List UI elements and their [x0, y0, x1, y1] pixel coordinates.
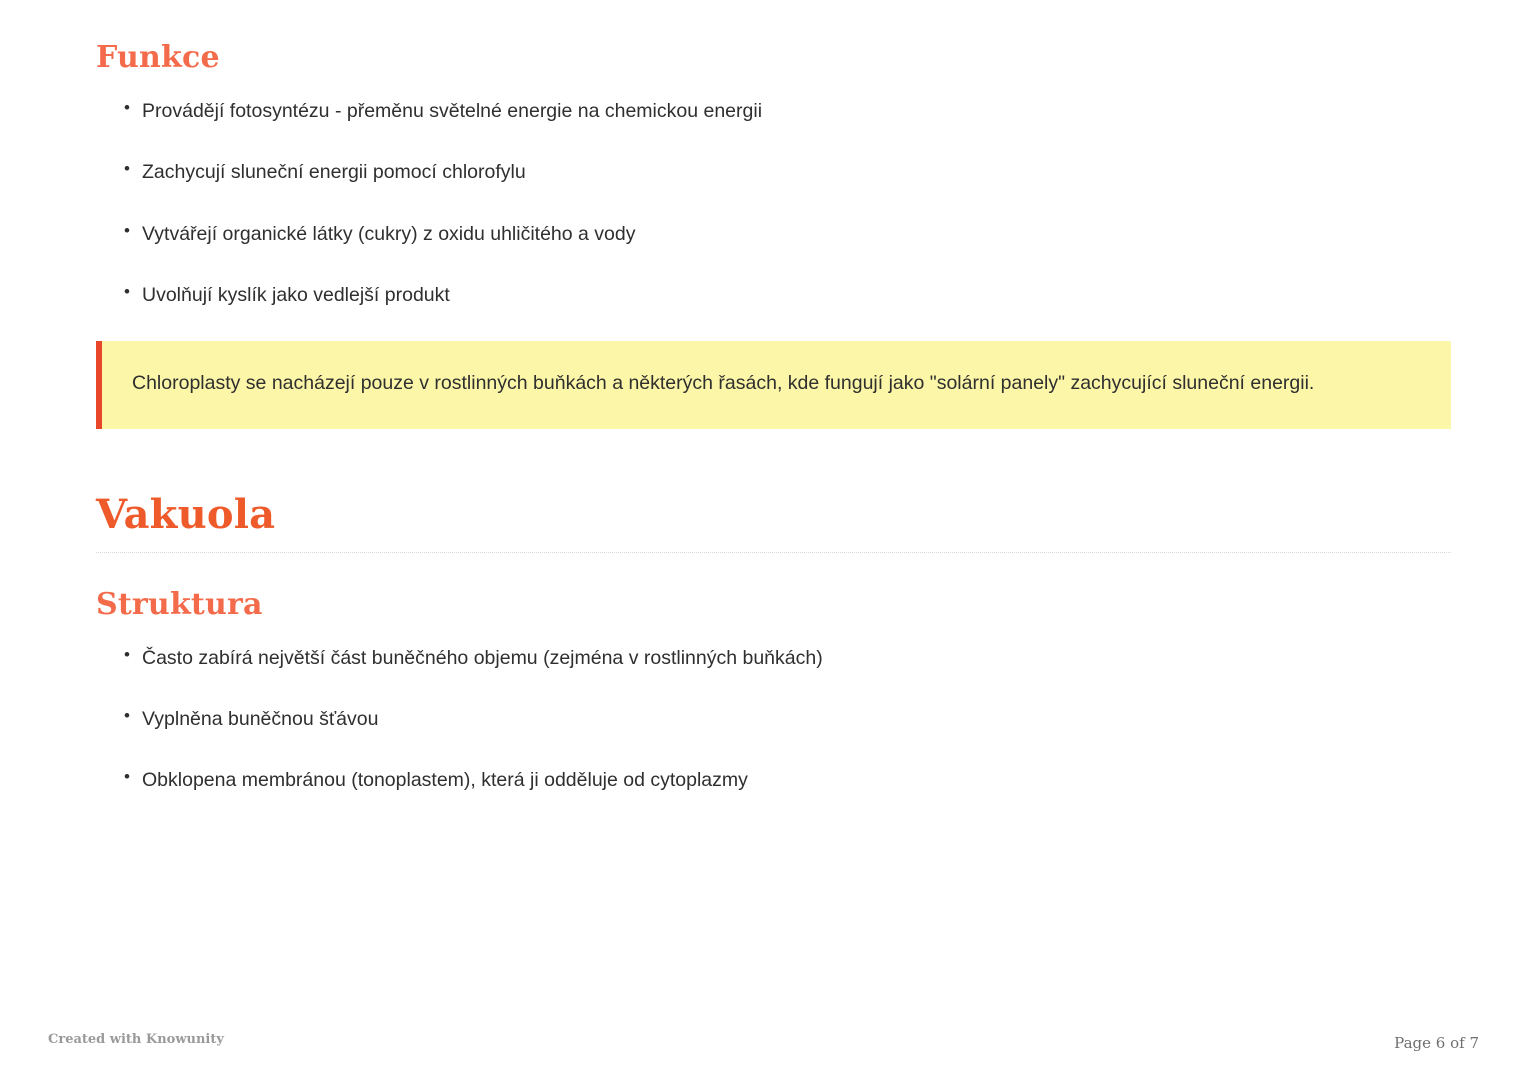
struktura-block — [96, 587, 1451, 795]
page-title: Vakuola — [96, 491, 1451, 553]
list-item: • Uvolňují kyslík jako vedlejší produkt — [124, 281, 1451, 309]
list-item: • Provádějí fotosyntézu - přeměnu světelné energie na chemickou energii — [124, 97, 1451, 125]
list-item: • Vytvářejí organické látky (cukry) z oxidu uhličitého a vody — [124, 220, 1451, 248]
section-heading-struktura: Struktura — [96, 586, 263, 622]
footer-credit: Created with Knowunity — [48, 1032, 224, 1047]
list-item: • Zachycují sluneční energii pomocí chlorofylu — [124, 158, 1451, 186]
struktura-bullet-list — [96, 644, 1451, 795]
page-number: Page 6 of 7 — [1394, 1034, 1479, 1052]
list-item: • Často zabírá největší část buněčného objemu (zejména v rostlinných buňkách) — [124, 644, 1451, 672]
callout-box — [96, 341, 1451, 429]
list-item: • Obklopena membránou (tonoplastem), která ji odděluje od cytoplazmy — [124, 766, 1451, 794]
page-footer — [0, 1032, 1527, 1062]
callout-text: Chloroplasty se nacházejí pouze v rostlinných buňkách a některých řasách, kde fungují jako "solární panely" zachycující sluneční energii. — [132, 372, 1315, 395]
chapter-block-vakuola — [96, 491, 1451, 553]
section-heading-funkce: Funkce — [96, 40, 220, 75]
page-content — [96, 40, 1451, 794]
list-item: • Vyplněna buněčnou šťávou — [124, 705, 1451, 733]
funkce-bullet-list — [96, 97, 1451, 309]
